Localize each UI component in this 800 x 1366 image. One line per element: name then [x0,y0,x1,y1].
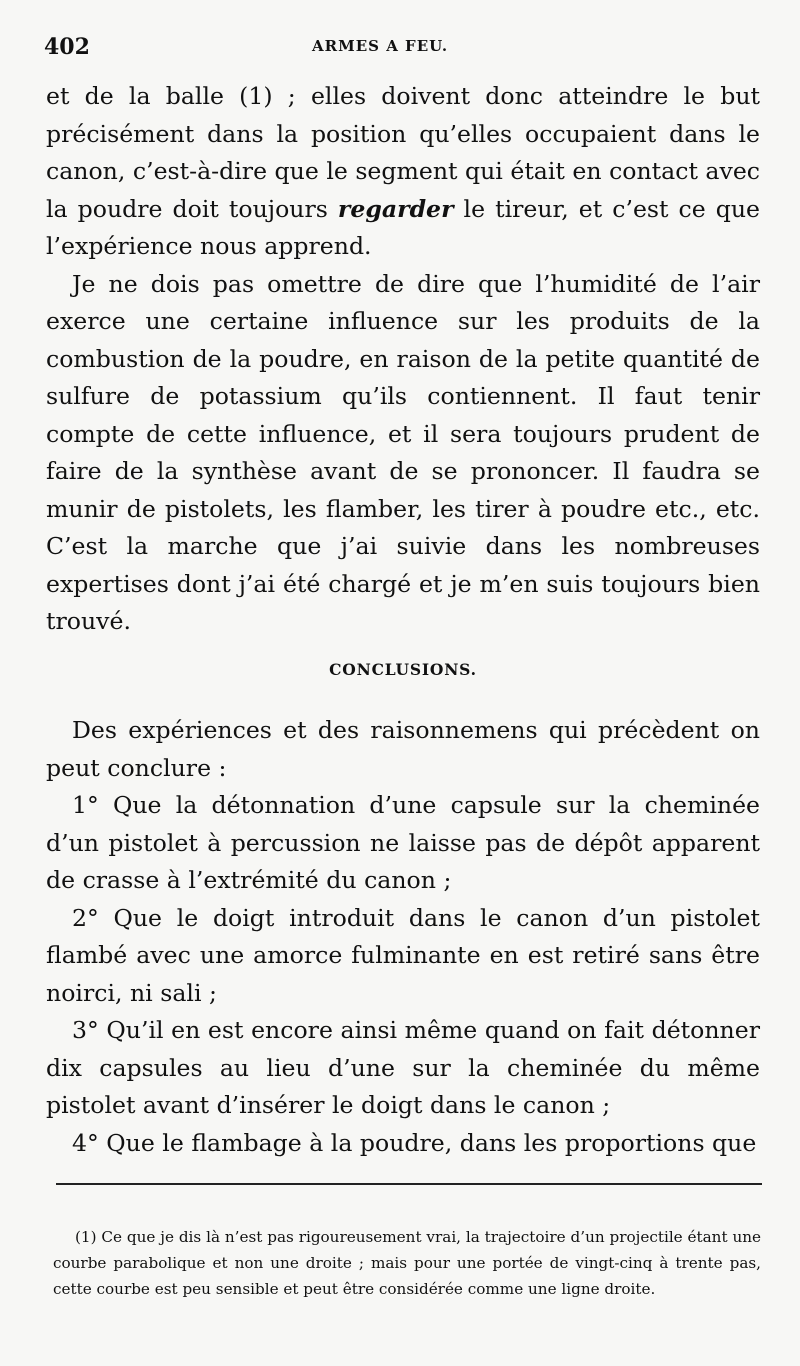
page-number: 402 [44,34,90,60]
paragraph-1-end: le tireur, et c’est ce que l’expérience nous apprend. [46,194,760,260]
paragraph-intro-conclusions: Des expériences et des raisonnemens qui précèdent on peut conclure : [46,716,760,782]
conclusion-item-2: 2° Que le doigt introduit dans le canon d’un pistolet flambé avec une amorce fulminante en est retiré sans être noirci, ni sali ; [46,903,760,1007]
section-heading: CONCLUSIONS. [329,659,477,679]
conclusion-item-4: 4° Que le flambage à la poudre, dans les proportions que [72,1128,757,1157]
paragraph-humidity: Je ne dois pas omettre de dire que l’humidité de l’air exerce une certaine influence sur les produits de la combustion de la poudre, en raison de la petite quantité de sulfure de potassium qu’ils contiennent. Il faut tenir compte de cette influence, et il sera toujours prudent de faire de la synthèse avant de se prononcer. Il faudra se munir de pistolets, les flamber, les tirer à poudre etc., etc. C’est la marche que j’ai suivie dans les nombreuses expertises dont j’ai été chargé et je m’en suis toujours bien trouvé. [46,269,760,635]
paragraph-continuation [46,78,760,266]
conclusion-item-3: 3° Qu’il en est encore ainsi même quand on fait détonner dix capsules au lieu d’une sur la cheminée du même pistolet avant d’insérer le doigt dans le canon ; [46,1016,760,1119]
body-text [46,78,760,1162]
emphasized-word: regarder [337,194,454,223]
footnote: (1) Ce que je dis là n’est pas rigoureusement vrai, la trajectoire d’un projectile étant une courbe parabolique et non une droite ; mais pour une portée de vingt-cinq à trente pas, cette courbe est peu sensible et peut être considérée comme une ligne droite. [53,1228,761,1299]
page-header [44,34,770,66]
footnote-rule [56,1183,762,1185]
paragraph-1-text: et de la balle (1) ; elles doivent donc atteindre le but précisément dans la position qu’elles occupaient dans le canon, c’est-à-dire que le segment qui était en contact avec la poudre doit toujours [46,82,760,223]
conclusion-item-1: 1° Que la détonnation d’une capsule sur la cheminée d’un pistolet à percussion ne laisse pas de dépôt apparent de crasse à l’extrémité du canon ; [46,791,760,894]
running-title: ARMES A FEU. [312,37,449,55]
